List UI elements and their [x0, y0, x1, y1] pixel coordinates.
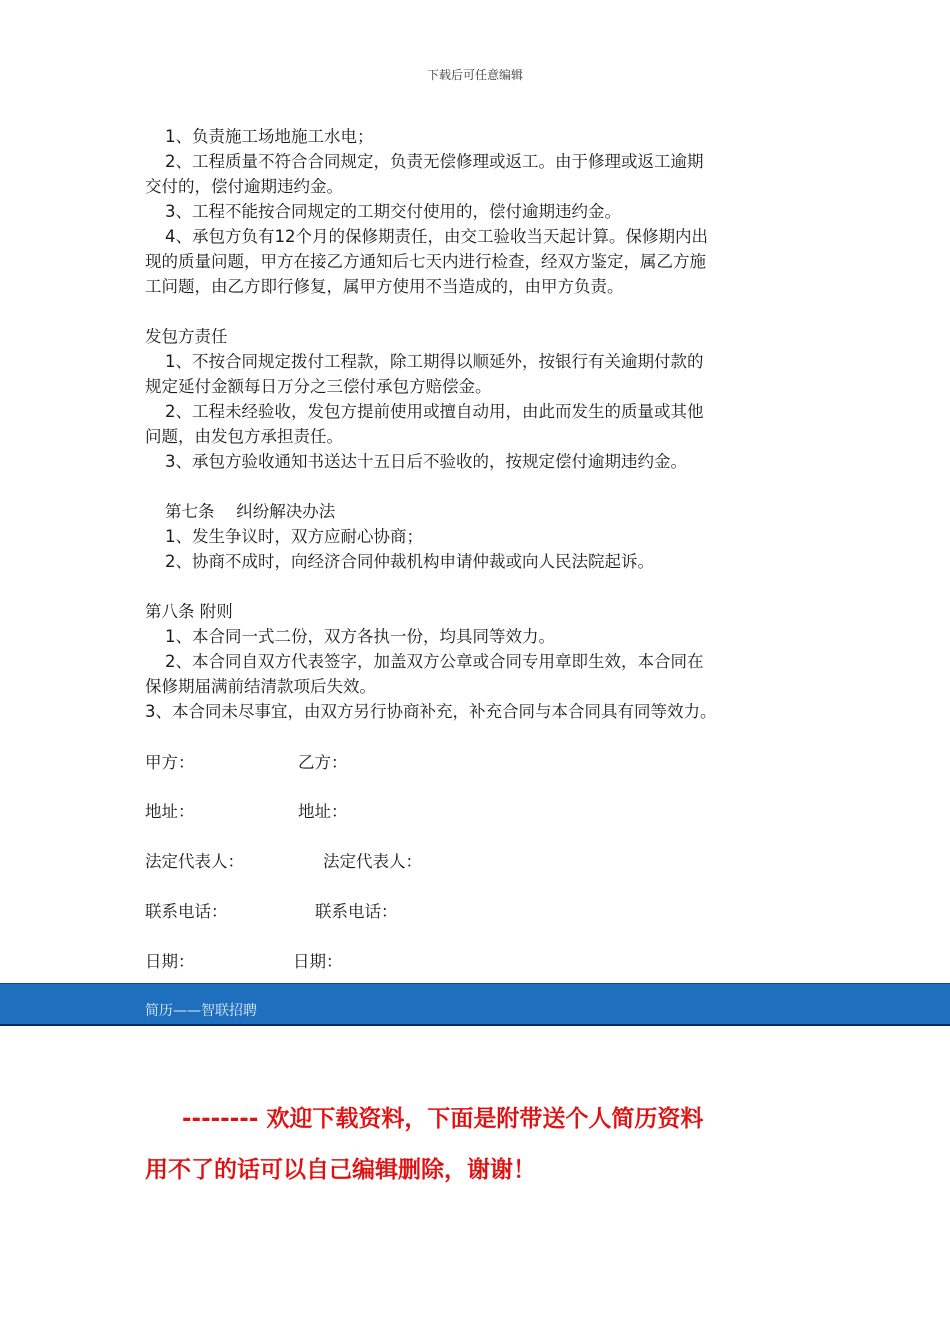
legal-rep-a-label: 法定代表人： — [145, 852, 244, 871]
owner-duty-3: 3、承包方验收通知书送达十五日后不验收的，按规定偿付逾期违约金。 — [165, 452, 687, 471]
article8-item-2: 2、本合同自双方代表签字，加盖双方公章或合同专用章即生效，本合同在 — [165, 652, 704, 671]
article8-item-3: 3、本合同未尽事宜，由双方另行协商补充，补充合同与本合同具有同等效力。 — [145, 702, 717, 721]
owner-duty-1-cont: 规定延付金额每日万分之三偿付承包方赔偿金。 — [145, 377, 492, 396]
address-b-label: 地址： — [298, 802, 348, 821]
article8-item-1: 1、本合同一式二份，双方各执一份，均具同等效力。 — [165, 627, 555, 646]
promo-line-1: -------- 欢迎下载资料，下面是附带送个人简历资料 — [182, 1106, 704, 1132]
footer-bar — [0, 983, 950, 1026]
contractor-duty-1: 1、负责施工场地施工水电； — [165, 127, 374, 146]
phone-a-label: 联系电话： — [145, 902, 228, 921]
phone-b-label: 联系电话： — [315, 902, 398, 921]
article8-item-2-cont: 保修期届满前结清款项后失效。 — [145, 677, 376, 696]
contractor-duty-4: 4、承包方负有12个月的保修期责任，由交工验收当天起计算。保修期内出 — [165, 227, 708, 246]
contractor-duty-4-cont: 现的质量问题，甲方在接乙方通知后七天内进行检查，经双方鉴定，属乙方施 — [145, 252, 706, 271]
owner-section-title: 发包方责任 — [145, 327, 228, 346]
article7-item-2: 2、协商不成时，向经济合同仲裁机构申请仲裁或向人民法院起诉。 — [165, 552, 654, 571]
date-b-label: 日期： — [293, 952, 343, 971]
contractor-duty-2-cont: 交付的，偿付逾期违约金。 — [145, 177, 343, 196]
owner-duty-2-cont: 问题，由发包方承担责任。 — [145, 427, 343, 446]
owner-duty-1: 1、不按合同规定拨付工程款，除工期得以顺延外，按银行有关逾期付款的 — [165, 352, 704, 371]
page-header: 下载后可任意编辑 — [426, 68, 523, 82]
article7-item-1: 1、发生争议时，双方应耐心协商； — [165, 527, 423, 546]
party-a-label: 甲方： — [145, 753, 195, 772]
contractor-duty-4-cont2: 工问题，由乙方即行修复，属甲方使用不当造成的，由甲方负责。 — [145, 277, 624, 296]
article7-title: 第七条 纠纷解决办法 — [165, 502, 336, 521]
article8-title: 第八条 附则 — [145, 602, 233, 621]
party-b-label: 乙方： — [298, 753, 348, 772]
legal-rep-b-label: 法定代表人： — [323, 852, 422, 871]
contract-body — [145, 124, 805, 724]
promo-line-2: 用不了的话可以自己编辑删除，谢谢！ — [145, 1157, 536, 1183]
contractor-duty-3: 3、工程不能按合同规定的工期交付使用的，偿付逾期违约金。 — [165, 202, 621, 221]
contractor-duty-2: 2、工程质量不符合合同规定，负责无偿修理或返工。由于修理或返工逾期 — [165, 152, 704, 171]
address-a-label: 地址： — [145, 802, 195, 821]
date-a-label: 日期： — [145, 952, 195, 971]
footer-bar-text: 简历——智联招聘 — [145, 1003, 257, 1019]
owner-duty-2: 2、工程未经验收，发包方提前使用或擅自动用，由此而发生的质量或其他 — [165, 402, 704, 421]
